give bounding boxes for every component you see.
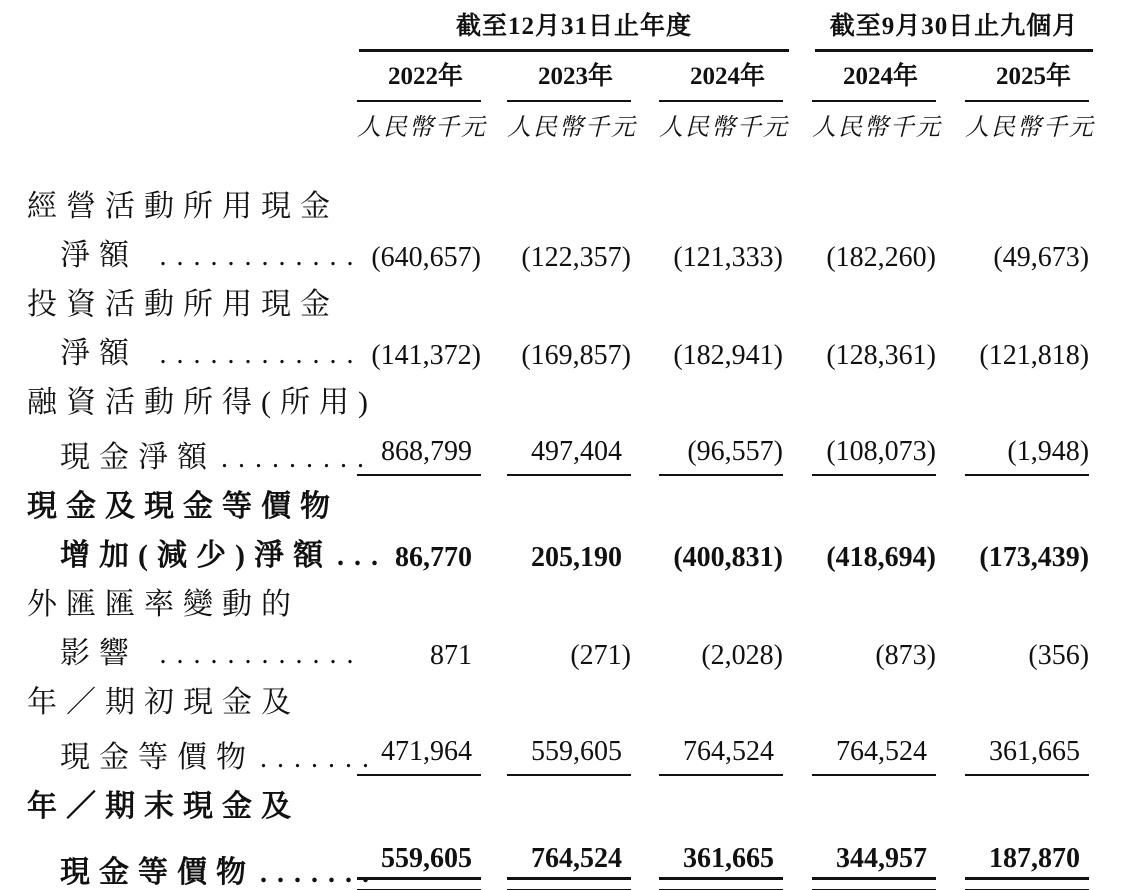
row-label: 融資活動所得(所用) bbox=[27, 386, 377, 419]
value-cell: (640,657) bbox=[371, 242, 481, 273]
value-cell: 868,799 bbox=[357, 425, 489, 480]
year-header-row bbox=[27, 52, 1097, 102]
row-label-continued bbox=[27, 627, 364, 676]
value-cell: 344,957 bbox=[791, 829, 944, 890]
row-label-continued bbox=[27, 229, 364, 278]
table-row bbox=[27, 578, 1097, 627]
value-cell: 205,190 bbox=[531, 542, 622, 573]
value-cell: (128,361) bbox=[826, 340, 937, 371]
table-row bbox=[27, 278, 1097, 327]
row-label-text: 增加(減少)淨額 bbox=[60, 539, 332, 572]
column-group-header-row bbox=[27, 6, 1097, 52]
value-cell: 871 bbox=[430, 640, 472, 671]
year-column-header-2023: 2023年 bbox=[489, 52, 639, 102]
currency-unit-row bbox=[27, 102, 1097, 146]
value-cell: (122,357) bbox=[521, 242, 631, 273]
value-cell: (418,694) bbox=[826, 542, 937, 573]
row-label-text: 現金等價物 bbox=[60, 741, 255, 774]
table-row bbox=[27, 376, 1097, 425]
row-label-text: 淨額 bbox=[60, 239, 155, 272]
value-cell: 764,524 bbox=[791, 725, 944, 780]
value-cell: 86,770 bbox=[395, 542, 472, 573]
column-group-year-ended-label: 截至12月31日止年度 bbox=[359, 6, 789, 52]
row-label: 投資活動所用現金 bbox=[27, 288, 339, 321]
row-label-continued bbox=[27, 829, 379, 890]
value-cell: (1,948) bbox=[944, 425, 1097, 480]
year-column-header-2024-9m: 2024年 bbox=[791, 52, 944, 102]
dot-leader: ............ bbox=[159, 639, 364, 670]
header-spacer bbox=[27, 146, 1097, 180]
value-cell: 764,524 bbox=[639, 725, 791, 780]
currency-unit-label: 人民幣千元 bbox=[507, 115, 637, 141]
table-row bbox=[27, 480, 1097, 529]
value-cell: (108,073) bbox=[791, 425, 944, 480]
year-column-header-2024: 2024年 bbox=[639, 52, 791, 102]
row-label-text: 影響 bbox=[60, 637, 155, 670]
column-group-nine-months-label: 截至9月30日止九個月 bbox=[815, 6, 1093, 52]
value-cell: (356) bbox=[1028, 640, 1090, 671]
table-row bbox=[27, 725, 1097, 780]
table-row bbox=[27, 676, 1097, 725]
dot-leader: ....... bbox=[260, 743, 379, 774]
row-label-text: 現金淨額 bbox=[60, 441, 216, 474]
row-label: 外匯匯率變動的 bbox=[27, 588, 300, 621]
value-cell: (173,439) bbox=[979, 542, 1090, 573]
currency-unit-label: 人民幣千元 bbox=[357, 115, 487, 141]
dot-leader: ....... bbox=[260, 858, 379, 889]
row-label: 現金及現金等價物 bbox=[27, 490, 339, 523]
value-cell: (873) bbox=[875, 640, 937, 671]
row-label-text: 淨額 bbox=[60, 337, 155, 370]
table-row bbox=[27, 829, 1097, 890]
value-cell: 559,605 bbox=[489, 725, 639, 780]
dot-leader: ............ bbox=[159, 241, 364, 272]
value-cell: (271) bbox=[570, 640, 631, 671]
row-label-continued bbox=[27, 529, 388, 578]
row-label-text: 現金等價物 bbox=[60, 856, 255, 889]
value-cell: 559,605 bbox=[357, 829, 489, 890]
label-column-spacer bbox=[27, 6, 357, 52]
value-cell: 187,870 bbox=[944, 829, 1097, 890]
table-row bbox=[27, 229, 1097, 278]
row-label: 年／期末現金及 bbox=[27, 790, 300, 823]
value-cell: (141,372) bbox=[371, 340, 481, 371]
table-row bbox=[27, 327, 1097, 376]
cash-flow-statement-table bbox=[27, 6, 1097, 890]
value-cell: (96,557) bbox=[639, 425, 791, 480]
table-row bbox=[27, 180, 1097, 229]
value-cell: (121,818) bbox=[979, 340, 1090, 371]
dot-leader: ... bbox=[336, 541, 388, 572]
label-column-spacer bbox=[27, 102, 357, 146]
value-cell: 361,665 bbox=[639, 829, 791, 890]
label-column-spacer bbox=[27, 52, 357, 102]
value-cell: (169,857) bbox=[521, 340, 631, 371]
value-cell: (182,260) bbox=[826, 242, 937, 273]
dot-leader: ......... bbox=[221, 443, 374, 474]
currency-unit-label: 人民幣千元 bbox=[812, 115, 943, 141]
value-cell: (400,831) bbox=[673, 542, 784, 573]
value-cell: 361,665 bbox=[944, 725, 1097, 780]
table-row bbox=[27, 529, 1097, 578]
currency-unit-label: 人民幣千元 bbox=[965, 115, 1096, 141]
value-cell: 497,404 bbox=[489, 425, 639, 480]
value-cell: (182,941) bbox=[673, 340, 784, 371]
value-cell: (49,673) bbox=[993, 242, 1090, 273]
column-group-year-ended bbox=[357, 6, 791, 52]
column-group-nine-months bbox=[791, 6, 1097, 52]
value-cell: (2,028) bbox=[701, 640, 784, 671]
table-row bbox=[27, 780, 1097, 829]
currency-unit-label: 人民幣千元 bbox=[659, 115, 790, 141]
row-label-continued bbox=[27, 327, 364, 376]
row-label: 經營活動所用現金 bbox=[27, 190, 339, 223]
row-label-continued bbox=[27, 425, 374, 480]
dot-leader: ............ bbox=[159, 339, 364, 370]
year-column-header-2022: 2022年 bbox=[357, 52, 489, 102]
row-label-continued bbox=[27, 725, 379, 780]
row-label: 年／期初現金及 bbox=[27, 686, 300, 719]
table-row bbox=[27, 627, 1097, 676]
value-cell: 471,964 bbox=[357, 725, 489, 780]
value-cell: 764,524 bbox=[489, 829, 639, 890]
table-row bbox=[27, 425, 1097, 480]
year-column-header-2025-9m: 2025年 bbox=[944, 52, 1097, 102]
value-cell: (121,333) bbox=[673, 242, 784, 273]
